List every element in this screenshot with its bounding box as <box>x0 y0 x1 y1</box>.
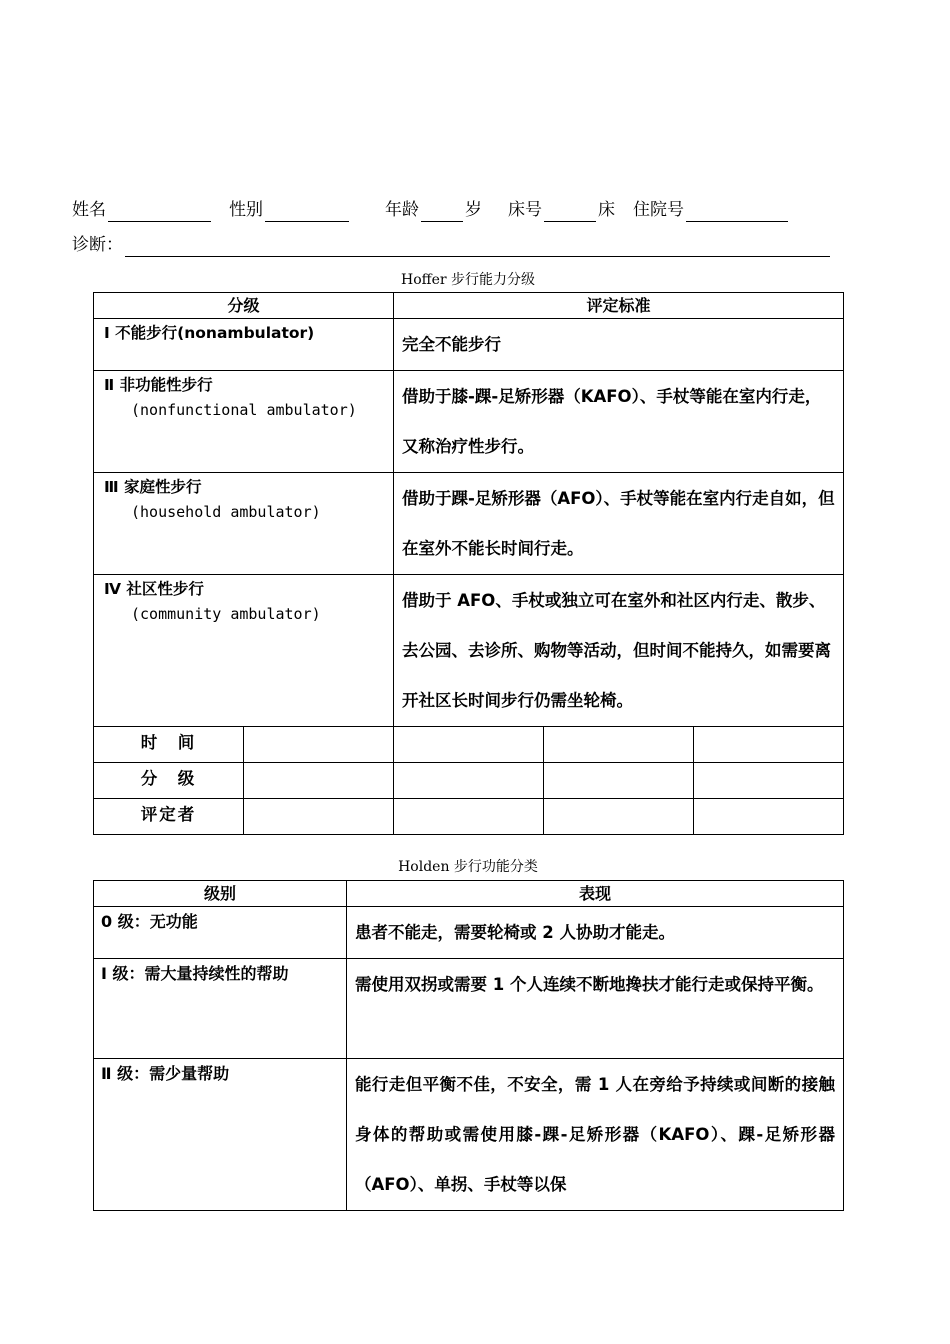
age-field[interactable] <box>421 203 463 222</box>
record-label-time: 时 间 <box>94 727 244 763</box>
record-row-time <box>94 727 844 763</box>
admission-label: 住院号 <box>633 200 684 220</box>
diagnosis-label: 诊断： <box>72 235 123 255</box>
holden-col-level: 级别 <box>94 881 347 907</box>
record-cell[interactable] <box>694 727 844 763</box>
hoffer-criteria: 借助于 AFO、手杖或独立可在室外和社区内行走、散步、去公园、去诊所、购物等活动，但时间不能持久，如需要离开社区长时间步行仍需坐轮椅。 <box>394 575 844 727</box>
record-label-grade: 分 级 <box>94 763 244 799</box>
hoffer-row <box>94 473 844 575</box>
sex-label: 性别 <box>229 200 263 220</box>
hoffer-level-text: Ⅳ 社区性步行 <box>104 580 204 598</box>
holden-level: Ⅰ 级：需大量持续性的帮助 <box>94 959 347 1059</box>
hoffer-level-text: Ⅲ 家庭性步行 <box>104 478 202 496</box>
hoffer-level-text: Ⅱ 非功能性步行 <box>104 376 213 394</box>
record-cell[interactable] <box>244 727 394 763</box>
holden-header-row <box>94 881 844 907</box>
record-cell[interactable] <box>544 727 694 763</box>
record-row-grade <box>94 763 844 799</box>
record-label-assessor: 评定者 <box>94 799 244 835</box>
hoffer-caption: Hoffer 步行能力分级 <box>400 272 535 288</box>
record-cell[interactable] <box>694 763 844 799</box>
holden-level: Ⅱ 级：需少量帮助 <box>94 1059 347 1211</box>
holden-desc: 能行走但平衡不佳，不安全，需 1 人在旁给予持续或间断的接触身体的帮助或需使用膝-踝-足矫形器（KAFO）、踝-足矫形器（AFO）、单拐、手杖等以保 <box>347 1059 844 1211</box>
age-label: 年龄 <box>385 200 419 220</box>
record-cell[interactable] <box>394 727 544 763</box>
hoffer-level-en: (community ambulator) <box>131 605 321 623</box>
hoffer-level <box>94 371 394 473</box>
record-cell[interactable] <box>244 763 394 799</box>
bed-label: 床号 <box>508 200 542 220</box>
record-cell[interactable] <box>544 799 694 835</box>
diagnosis-line <box>72 233 832 257</box>
hoffer-table <box>93 292 844 835</box>
holden-row <box>94 1059 844 1211</box>
patient-info-line <box>72 198 790 222</box>
hoffer-level-en: (household ambulator) <box>131 503 321 521</box>
hoffer-row <box>94 371 844 473</box>
hoffer-col-criteria: 评定标准 <box>394 293 844 319</box>
hoffer-level-en: (nonfunctional ambulator) <box>131 401 357 419</box>
hoffer-row <box>94 575 844 727</box>
hoffer-criteria: 借助于踝-足矫形器（AFO）、手杖等能在室内行走自如，但在室外不能长时间行走。 <box>394 473 844 575</box>
hoffer-criteria: 借助于膝-踝-足矫形器（KAFO）、手杖等能在室内行走，又称治疗性步行。 <box>394 371 844 473</box>
age-unit: 岁 <box>465 200 482 220</box>
record-cell[interactable] <box>694 799 844 835</box>
hoffer-criteria: 完全不能步行 <box>394 319 844 371</box>
holden-level: 0 级：无功能 <box>94 907 347 959</box>
holden-caption: Holden 步行功能分类 <box>398 859 538 875</box>
hoffer-col-level: 分级 <box>94 293 394 319</box>
record-cell[interactable] <box>544 763 694 799</box>
name-label: 姓名 <box>72 200 106 220</box>
hoffer-level <box>94 575 394 727</box>
holden-row <box>94 907 844 959</box>
hoffer-level-text: Ⅰ 不能步行(nonambulator) <box>104 324 315 342</box>
bed-unit: 床 <box>598 200 615 220</box>
record-cell[interactable] <box>244 799 394 835</box>
diagnosis-field[interactable] <box>125 238 830 257</box>
holden-desc: 需使用双拐或需要 1 个人连续不断地搀扶才能行走或保持平衡。 <box>347 959 844 1059</box>
hoffer-level <box>94 319 394 371</box>
hoffer-row <box>94 319 844 371</box>
name-field[interactable] <box>108 203 211 222</box>
admission-field[interactable] <box>686 203 788 222</box>
holden-col-desc: 表现 <box>347 881 844 907</box>
hoffer-header-row <box>94 293 844 319</box>
holden-row <box>94 959 844 1059</box>
holden-table <box>93 880 844 1211</box>
bed-field[interactable] <box>544 203 596 222</box>
sex-field[interactable] <box>265 203 349 222</box>
holden-desc: 患者不能走，需要轮椅或 2 人协助才能走。 <box>347 907 844 959</box>
record-cell[interactable] <box>394 799 544 835</box>
record-cell[interactable] <box>394 763 544 799</box>
record-row-assessor <box>94 799 844 835</box>
hoffer-level <box>94 473 394 575</box>
